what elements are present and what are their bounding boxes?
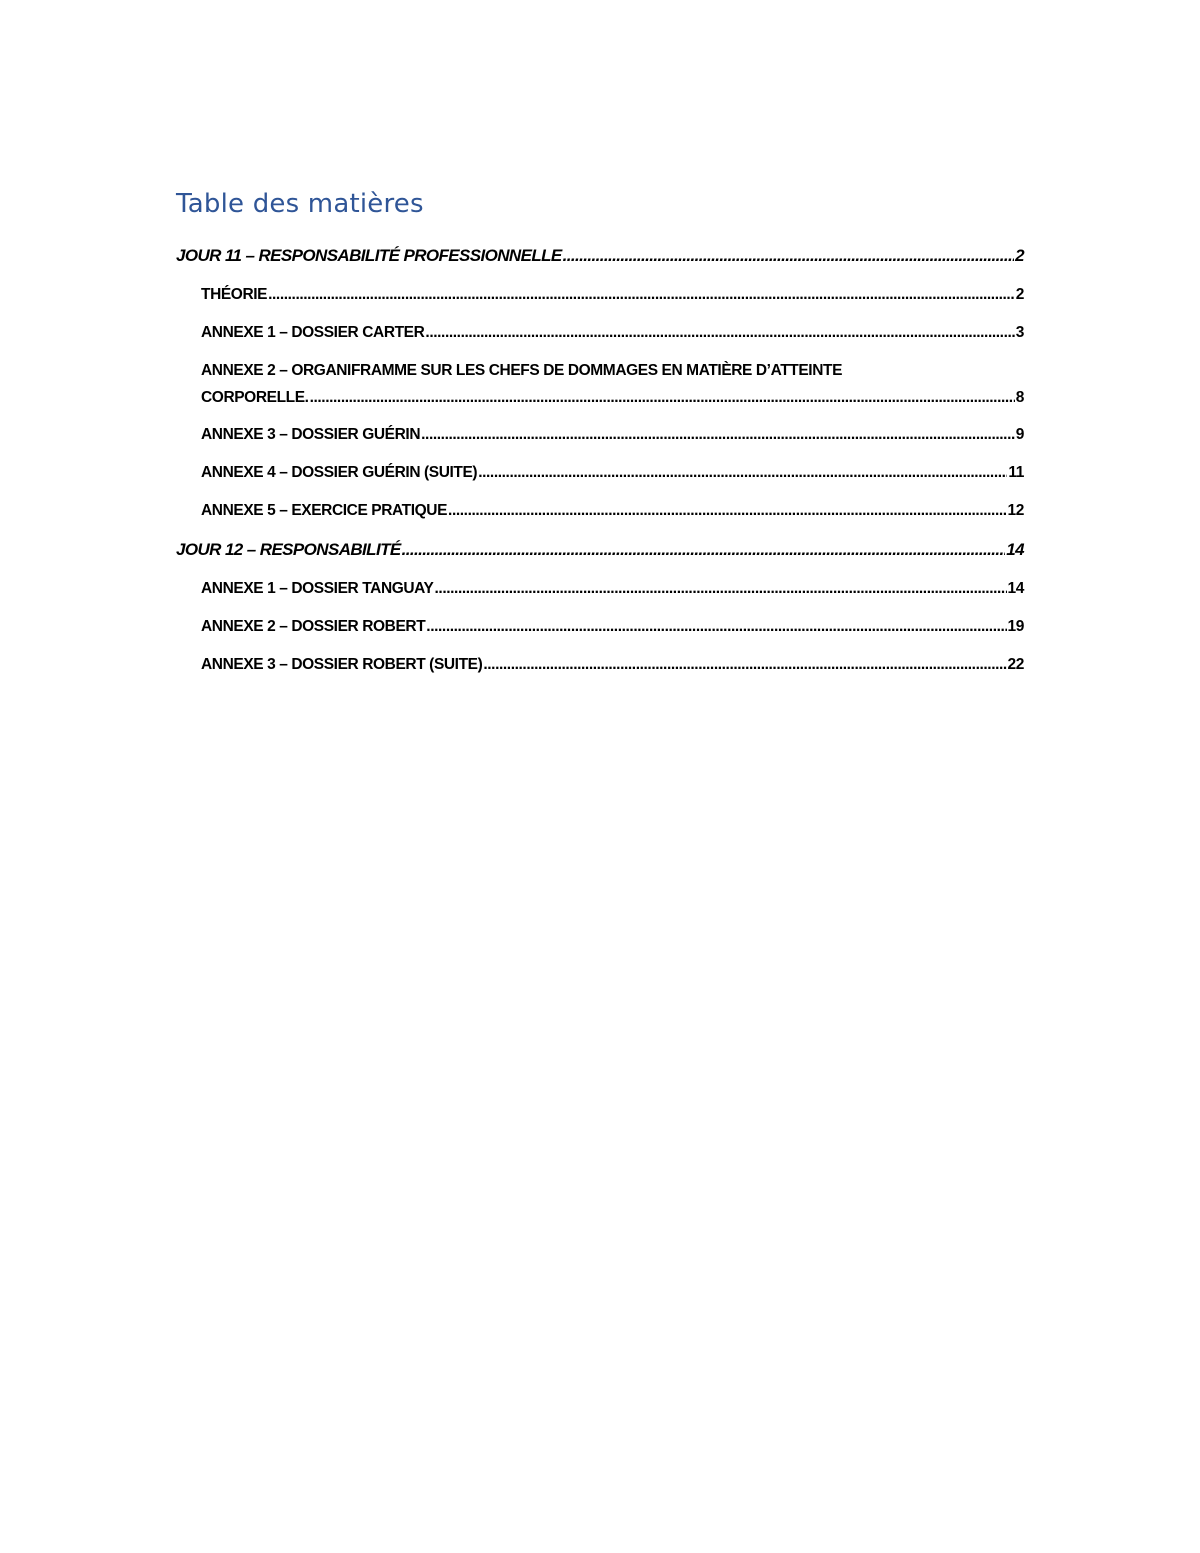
toc-entry-label: ANNEXE 3 – DOSSIER ROBERT (SUITE) [201,656,483,673]
toc-dot-leader [402,535,1006,565]
toc-entry-annexe-1-carter[interactable] [176,319,1024,347]
toc-dot-leader [268,281,1015,309]
toc-entry-label: JOUR 12 – RESPONSABILITÉ [176,540,401,559]
toc-page-number: 14 [1007,580,1024,597]
toc-entry-label: JOUR 11 – RESPONSABILITÉ PROFESSIONNELLE [176,246,562,265]
toc-entry-label: ANNEXE 1 – DOSSIER CARTER [201,324,425,341]
toc-page-number: 22 [1007,656,1024,673]
toc-page-number: 2 [1015,286,1024,303]
toc-dot-leader [426,613,1006,641]
toc-title: Table des matières [176,189,424,219]
toc-entry-annexe-1-tanguay[interactable] [176,575,1024,603]
toc-entry-annexe-3-guerin[interactable] [176,421,1024,449]
toc-page-number: 12 [1007,502,1024,519]
toc-dot-leader [483,651,1006,679]
toc-entry-label: ANNEXE 2 – DOSSIER ROBERT [201,618,426,635]
toc-entry-theorie[interactable] [176,281,1024,309]
toc-entry-annexe-2-robert[interactable] [176,613,1024,641]
toc-entry-label: THÉORIE [201,286,268,303]
toc-page-number: 2 [1015,246,1024,265]
toc-dot-leader [421,421,1015,449]
toc-entry-label-line1: ANNEXE 2 – ORGANIFRAMME SUR LES CHEFS DE DOMMAGES EN MATIÈRE D’ATTEINTE [201,362,843,379]
toc-entry-label-line2-row [201,384,1024,411]
toc-entry-annexe-3-robert-suite[interactable] [176,651,1024,679]
toc-dot-leader [310,384,1015,411]
toc-entry-label: ANNEXE 5 – EXERCICE PRATIQUE [201,502,448,519]
toc-entry-jour-11[interactable] [176,241,1024,271]
toc-dot-leader [435,575,1007,603]
toc-page-number: 11 [1008,464,1024,481]
toc-dot-leader [478,459,1007,487]
toc-entry-annexe-5-exercice[interactable] [176,497,1024,525]
toc-dot-leader [425,319,1014,347]
toc-page-number: 8 [1015,389,1024,406]
table-of-contents [176,186,1024,689]
toc-entry-label: ANNEXE 4 – DOSSIER GUÉRIN (SUITE) [201,464,478,481]
toc-dot-leader [563,241,1014,271]
toc-entry-label: ANNEXE 1 – DOSSIER TANGUAY [201,580,434,597]
toc-dot-leader [448,497,1007,525]
toc-entry-annexe-2-organiframme[interactable] [176,357,1024,411]
toc-page-number: 3 [1015,324,1024,341]
toc-page-number: 14 [1006,540,1024,559]
toc-page-number: 9 [1015,426,1024,443]
toc-entry-annexe-4-guerin-suite[interactable] [176,459,1024,487]
toc-entry-label: ANNEXE 3 – DOSSIER GUÉRIN [201,426,421,443]
toc-entry-label-line2: CORPORELLE. [201,389,309,406]
toc-page-number: 19 [1007,618,1024,635]
toc-entry-jour-12[interactable] [176,535,1024,565]
